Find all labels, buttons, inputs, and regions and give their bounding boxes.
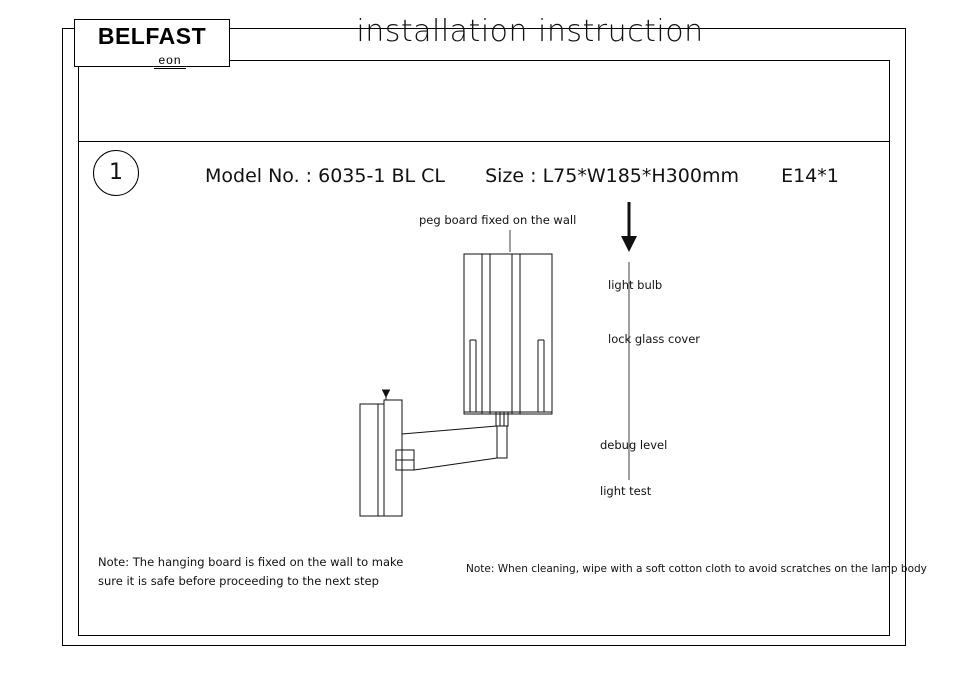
step-number-badge (93, 150, 139, 196)
brand-name: BELFAST (97, 23, 207, 49)
inner-border (78, 60, 890, 636)
label-peg-board: peg board fixed on the wall (419, 213, 577, 227)
label-light-test: light test (600, 484, 652, 498)
size-value: L75*W185*H300mm (542, 165, 739, 187)
page-title: installation instruction (356, 14, 704, 49)
note-left-line2: sure it is safe before proceeding to the next step (98, 574, 379, 588)
label-debug-level: debug level (600, 438, 668, 452)
model-value: 6035-1 BL CL (318, 165, 445, 187)
brand-logo (74, 19, 230, 67)
label-lock-glass-cover: lock glass cover (608, 332, 701, 346)
label-light-bulb: light bulb (608, 278, 663, 292)
note-left (98, 553, 403, 591)
size-label: Size : (485, 165, 537, 187)
socket-value: E14*1 (781, 165, 839, 187)
step-number: 1 (109, 160, 123, 185)
model-label: Model No. : (205, 165, 313, 187)
note-right: Note: When cleaning, wipe with a soft cotton cloth to avoid scratches on the lamp body (466, 563, 927, 575)
note-left-line1: Note: The hanging board is fixed on the wall to make (98, 555, 404, 569)
spec-line (205, 165, 839, 187)
header-band (78, 60, 890, 142)
brand-sub-wrap (75, 51, 229, 69)
brand-sub: eon (154, 53, 185, 69)
